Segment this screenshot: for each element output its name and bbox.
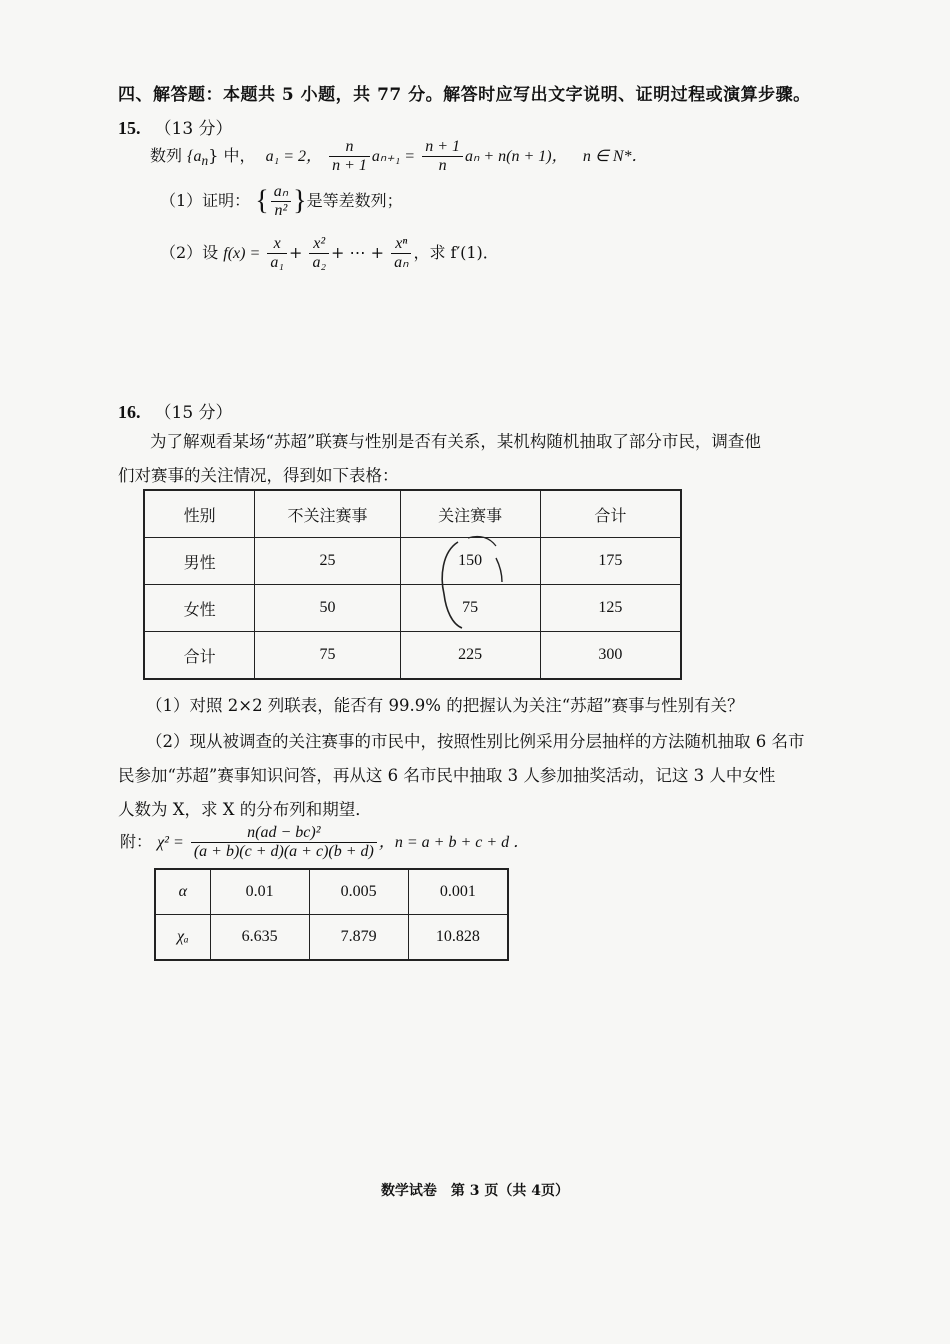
table-header-cell: 不关注赛事	[255, 490, 400, 538]
table-row	[155, 869, 508, 915]
q15-frac2	[422, 138, 463, 175]
q15-part2-term1	[267, 235, 287, 272]
table-cell: 女性	[144, 585, 255, 632]
appendix-label: 附：	[120, 832, 153, 851]
q15-number: 15.	[118, 118, 141, 138]
q16-points: （15 分）	[154, 403, 233, 423]
page-footer: 数学试卷 第 3 页（共 4页）	[380, 1183, 570, 1199]
survey-table	[143, 489, 682, 680]
handwritten-circle-mark	[430, 532, 520, 637]
q16-intro-line1: 为了解观看某场“苏超”联赛与性别是否有关系，某机构随机抽取了部分市民，调查他	[150, 432, 761, 451]
q15-part2-termn	[391, 235, 411, 272]
q15-part1	[160, 183, 403, 220]
q16-intro	[118, 425, 838, 493]
q16-parts	[118, 689, 838, 827]
table-cell: 50	[255, 585, 400, 632]
table-cell: 25	[255, 538, 400, 585]
q15-frac1-num: n	[329, 138, 370, 157]
q15-frac2-num: n + 1	[422, 138, 463, 157]
table-cell: 7.879	[309, 915, 408, 961]
q15-part2: （2）设 f(x) = $\frac{x}{\text{a₁}}$ + $\frac{\text{x²}}{\text{a₂}}$ + ⋯ + $\frac{\text{xⁿ}}{\text{aₙ}}$ ，求 f′(1)．	[160, 235, 499, 271]
q15-part1-text: 是等差数列；	[306, 191, 403, 210]
table-header-row	[144, 490, 681, 538]
q15-header	[118, 114, 233, 139]
chi-lhs: χ² =	[157, 834, 184, 851]
critical-value-table	[154, 868, 509, 961]
q16-part1: （1）对照 2×2 列联表，能否有 99.9% 的把握认为关注“苏超”赛事与性别有关？	[146, 696, 744, 715]
q16-header	[118, 398, 233, 423]
q15-part2-termn-num: xⁿ	[391, 235, 411, 254]
q15-part1-label: （1）证明：	[160, 191, 251, 210]
q15-seq-sub: n	[201, 153, 209, 169]
q15-part1-frac-num: aₙ	[271, 183, 291, 202]
q15-part1-lbrace: {	[255, 185, 269, 217]
q16-number: 16.	[118, 402, 141, 422]
chi-n: ，n = a + b + c + d ．	[378, 834, 530, 851]
table-cell: 0.001	[408, 869, 508, 915]
q15-part2-term1-den: a₁	[270, 254, 284, 271]
q15-seq-text: {a	[187, 148, 202, 165]
table-cell: χₐ	[155, 915, 210, 961]
table-row	[144, 632, 681, 680]
q15-part2-term2-num: x²	[309, 235, 329, 254]
q15-frac2-den: n	[438, 157, 447, 174]
q15-part2-fx: f(x) =	[223, 245, 261, 262]
table-header-cell: 关注赛事	[400, 490, 540, 538]
q16-part2-line1: （2）现从被调查的关注赛事的市民中，按照性别比例采用分层抽样的方法随机抽取 6 名市	[146, 732, 805, 751]
section-title: 四、解答题：本题共 5 小题，共 77 分。解答时应写出文字说明、证明过程或演算步骤。	[118, 85, 811, 105]
table-header-cell: 合计	[540, 490, 681, 538]
q15-part2-ask: ，求 f′(1)．	[413, 243, 499, 262]
q15-intro-middle: } 中，	[208, 146, 256, 165]
chi-square-formula	[120, 824, 529, 861]
q15-part2-label: （2）设	[160, 243, 219, 262]
table-cell: 合计	[144, 632, 255, 680]
table-cell: 150	[400, 538, 540, 585]
chi-frac-num: n(ad − bc)²	[191, 824, 377, 843]
table-cell: 75	[400, 585, 540, 632]
q15-part2-termn-den: aₙ	[394, 254, 409, 271]
table-cell: 0.01	[210, 869, 309, 915]
table-cell: 175	[540, 538, 681, 585]
q16-part2-line3: 人数为 X，求 X 的分布列和期望．	[118, 800, 372, 819]
q15-part1-rbrace: }	[293, 185, 307, 217]
q15-part1-frac-den: n²	[274, 202, 288, 219]
q15-intro	[150, 138, 648, 175]
q15-frac1	[329, 138, 370, 175]
table-row	[144, 538, 681, 585]
q15-part2-dots: + ⋯ +	[331, 243, 384, 262]
table-row	[155, 915, 508, 961]
q15-part2-term1-num: x	[267, 235, 287, 254]
q16-part2-line2: 民参加“苏超”赛事知识问答，再从这 6 名市民中抽取 3 人参加抽奖活动，记这 3 人中女性	[118, 766, 776, 785]
table-cell: 0.005	[309, 869, 408, 915]
q15-intro-prefix: 数列	[150, 146, 183, 165]
chi-frac-den: (a + b)(c + d)(a + c)(b + d)	[193, 843, 374, 860]
q15-part2-term2-den: a₂	[312, 254, 326, 271]
table-cell: 10.828	[408, 915, 508, 961]
table-cell: 男性	[144, 538, 255, 585]
table-cell: α	[155, 869, 210, 915]
table-header-cell: 性别	[144, 490, 255, 538]
q15-a1: a₁ = 2，	[265, 148, 323, 165]
q15-part1-frac	[271, 183, 291, 220]
q15-frac1-den: n + 1	[332, 157, 367, 174]
q15-an1: aₙ₊₁ =	[371, 148, 416, 165]
table-cell: 6.635	[210, 915, 309, 961]
q15-part2-term2	[309, 235, 329, 272]
table-cell: 75	[255, 632, 400, 680]
chi-frac	[191, 824, 377, 861]
table-cell: 225	[400, 632, 540, 680]
q15-seq	[187, 148, 209, 169]
table-cell: 125	[540, 585, 681, 632]
q15-points: （13 分）	[154, 119, 233, 139]
table-row	[144, 585, 681, 632]
q15-domain: n ∈ N*．	[582, 148, 648, 165]
table-cell: 300	[540, 632, 681, 680]
q16-intro-line2: 们对赛事的关注情况，得到如下表格：	[118, 466, 399, 485]
q15-rhs: aₙ + n(n + 1)，	[464, 148, 568, 165]
